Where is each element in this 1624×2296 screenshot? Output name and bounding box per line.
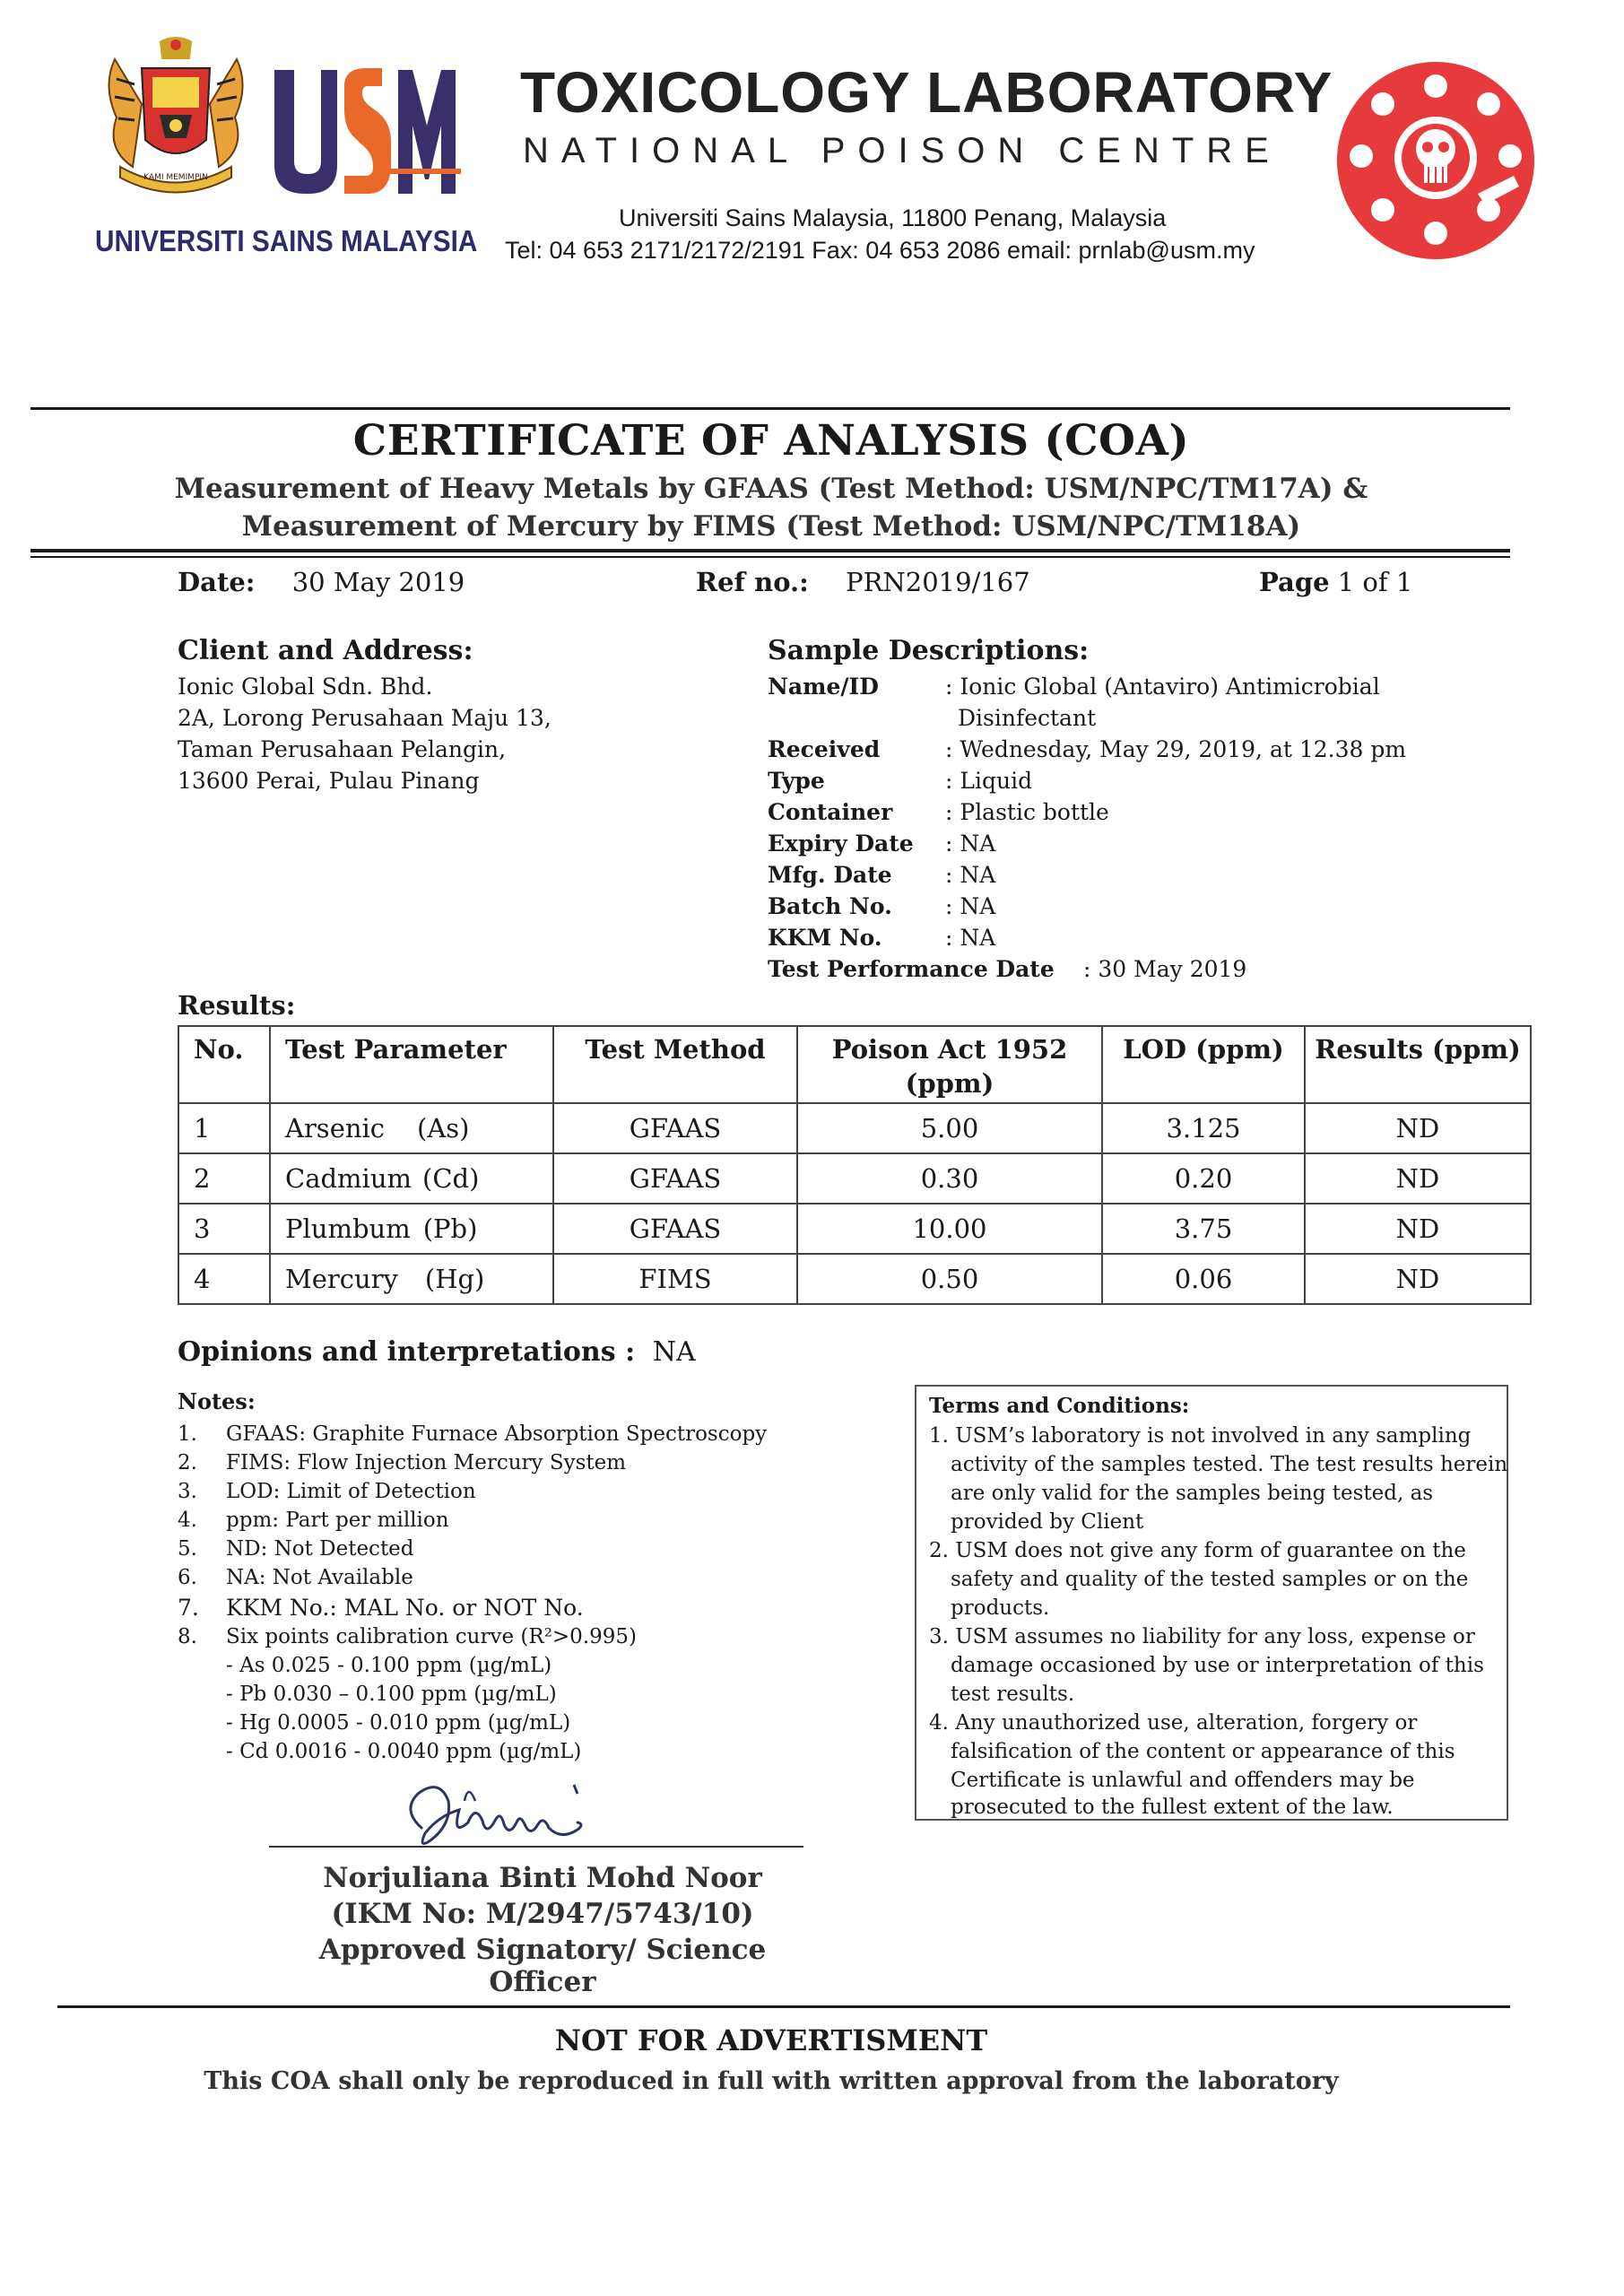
note-number: 1.: [178, 1422, 197, 1446]
sample-field-value: : Ionic Global (Antaviro) Antimicrobial: [945, 674, 1380, 700]
parameter-name: Mercury: [285, 1264, 398, 1294]
terms-heading: Terms and Conditions:: [929, 1394, 1190, 1418]
sample-field-container: [768, 796, 1109, 828]
lab-contact: Tel: 04 653 2171/2172/2191 Fax: 04 653 2086 email: prnlab@usm.my: [505, 237, 1255, 264]
note-item: [178, 1509, 449, 1532]
note-number: 8.: [178, 1625, 197, 1648]
terms-line: products.: [951, 1596, 1050, 1620]
footer-title: NOT FOR ADVERTISMENT: [554, 2023, 988, 2057]
terms-line: provided by Client: [951, 1510, 1144, 1534]
sample-field-value: : Liquid: [945, 768, 1033, 794]
sample-field-kkm: [768, 922, 1055, 953]
signatory-ikm-number: (IKM No: M/2947/5743/10): [331, 1898, 754, 1930]
note-item: [178, 1480, 476, 1503]
ref-label: Ref no.:: [696, 567, 809, 597]
sample-field-value: : NA: [945, 862, 996, 888]
note-text: FIMS: Flow Injection Mercury System: [226, 1451, 627, 1474]
opinions-value: NA: [652, 1336, 696, 1368]
sample-heading: Sample Descriptions:: [768, 635, 1090, 666]
note-number: 7.: [178, 1595, 199, 1621]
terms-box: [915, 1385, 1508, 1821]
note-number: 6.: [178, 1566, 197, 1589]
title-divider-thin: [30, 556, 1510, 558]
cell-result: ND: [1305, 1254, 1531, 1304]
cell-method: GFAAS: [553, 1204, 797, 1254]
terms-line: damage occasioned by use or interpretation of this: [951, 1654, 1484, 1677]
client-address-line: Ionic Global Sdn. Bhd.: [178, 674, 433, 700]
cell-method: GFAAS: [553, 1103, 797, 1153]
usm-wordmark-logo: [269, 63, 461, 196]
title-divider-thick: [30, 549, 1510, 552]
terms-line: Certificate is unlawful and offenders may be: [951, 1769, 1415, 1792]
certificate-subtitle-line2: Measurement of Mercury by FIMS (Test Method: USM/NPC/TM18A): [241, 510, 1301, 543]
col-header-parameter: Test Parameter: [270, 1026, 553, 1103]
cell-parameter: [270, 1103, 553, 1153]
cell-parameter: [270, 1204, 553, 1254]
client-address-line: 13600 Perai, Pulau Pinang: [178, 768, 480, 794]
note-item: [178, 1422, 767, 1446]
usm-crest-logo: [97, 32, 255, 198]
opinions-label: Opinions and interpretations :: [178, 1336, 636, 1368]
table-row: [178, 1103, 1531, 1153]
date-field: [178, 567, 465, 597]
date-value: 30 May 2019: [291, 567, 465, 597]
sample-field-test-date: [768, 953, 1247, 985]
note-text: ppm: Part per million: [226, 1509, 449, 1532]
col-header-lod: LOD (ppm): [1102, 1026, 1305, 1103]
certificate-subtitle-line1: Measurement of Heavy Metals by GFAAS (Test Method: USM/NPC/TM17A) &: [174, 473, 1368, 505]
note-text: GFAAS: Graphite Furnace Absorption Spectroscopy: [226, 1422, 768, 1446]
sample-field-type: [768, 765, 1055, 796]
client-address-line: Taman Perusahaan Pelangin,: [178, 736, 507, 762]
cell-method: GFAAS: [553, 1153, 797, 1204]
cell-method: FIMS: [553, 1254, 797, 1304]
sample-field-value: Disinfectant: [958, 705, 1097, 731]
table-row: [178, 1153, 1531, 1204]
terms-line: 3. USM assumes no liability for any loss, expense or: [929, 1625, 1475, 1648]
cell-lod: 3.75: [1102, 1204, 1305, 1254]
notes-heading: Notes:: [178, 1388, 256, 1414]
cell-no: 4: [178, 1254, 270, 1304]
col-header-poison-act-unit: (ppm): [905, 1068, 994, 1099]
sample-field-label: Batch No.: [768, 893, 892, 919]
note-item: [178, 1537, 414, 1561]
signature-line: [269, 1846, 803, 1848]
sample-field-label: Mfg. Date: [768, 862, 892, 888]
note-item: [178, 1595, 584, 1621]
npc-poison-logo: [1334, 59, 1537, 262]
opinions-field: [178, 1336, 696, 1368]
cell-lod: 0.06: [1102, 1254, 1305, 1304]
parameter-symbol: (As): [417, 1113, 470, 1144]
note-number: 3.: [178, 1480, 197, 1503]
sample-field-value: : NA: [945, 893, 996, 919]
note-item: [178, 1451, 626, 1474]
lab-subtitle: NATIONAL POISON CENTRE: [523, 131, 1281, 170]
col-header-poison-act: [797, 1026, 1102, 1103]
sample-field-value: : 30 May 2019: [1083, 956, 1247, 982]
cell-result: ND: [1305, 1204, 1531, 1254]
note-number: 2.: [178, 1451, 197, 1474]
terms-line: safety and quality of the tested samples or on the: [951, 1568, 1469, 1591]
note-item: [178, 1566, 413, 1589]
cell-no: 2: [178, 1153, 270, 1204]
signatory-name: Norjuliana Binti Mohd Noor: [323, 1862, 762, 1894]
cell-poison-act: 5.00: [797, 1103, 1102, 1153]
calibration-range: - As 0.025 - 0.100 ppm (µg/mL): [226, 1654, 552, 1677]
ref-value: PRN2019/167: [846, 567, 1030, 597]
note-text: KKM No.: MAL No. or NOT No.: [226, 1595, 584, 1621]
ref-field: [696, 567, 1030, 597]
footer-note: This COA shall only be reproduced in full with written approval from the laboratory: [204, 2067, 1339, 2095]
sample-field-label: Expiry Date: [768, 831, 914, 857]
sample-field-label: Container: [768, 799, 893, 825]
sample-field-name-cont: [768, 702, 1097, 734]
parameter-symbol: (Pb): [422, 1213, 478, 1244]
col-header-method: Test Method: [553, 1026, 797, 1103]
calibration-range: - Cd 0.0016 - 0.0040 ppm (µg/mL): [226, 1740, 582, 1763]
sample-field-value: : Wednesday, May 29, 2019, at 12.38 pm: [945, 736, 1407, 762]
col-header-results: Results (ppm): [1305, 1026, 1531, 1103]
cell-result: ND: [1305, 1153, 1531, 1204]
lab-address: Universiti Sains Malaysia, 11800 Penang, Malaysia: [619, 204, 1167, 231]
parameter-name: Arsenic: [285, 1113, 386, 1144]
parameter-symbol: (Hg): [424, 1264, 485, 1294]
terms-line: prosecuted to the fullest extent of the law.: [951, 1796, 1394, 1819]
parameter-name: Cadmium: [285, 1163, 412, 1194]
cell-lod: 3.125: [1102, 1103, 1305, 1153]
parameter-name: Plumbum: [285, 1213, 411, 1244]
note-number: 4.: [178, 1509, 197, 1532]
table-row: [178, 1254, 1531, 1304]
results-heading: Results:: [178, 990, 296, 1021]
note-text: ND: Not Detected: [226, 1537, 414, 1561]
terms-line: activity of the samples tested. The test results herein: [951, 1453, 1508, 1476]
col-header-poison-act-title: Poison Act 1952: [831, 1034, 1068, 1065]
parameter-symbol: (Cd): [422, 1163, 480, 1194]
sample-field-name: [768, 671, 1380, 702]
page-value: 1 of 1: [1337, 567, 1413, 597]
page-field: [1259, 567, 1412, 597]
sample-field-label: Name/ID: [768, 674, 879, 700]
note-item: [178, 1625, 637, 1648]
sample-field-value: : Plastic bottle: [945, 799, 1109, 825]
note-text: NA: Not Available: [226, 1566, 413, 1589]
terms-line: 2. USM does not give any form of guarantee on the: [929, 1539, 1466, 1562]
sample-field-label: Type: [768, 768, 825, 794]
cell-parameter: [270, 1254, 553, 1304]
footer-divider: [57, 2005, 1510, 2008]
sample-field-label: Received: [768, 736, 881, 762]
cell-poison-act: 10.00: [797, 1204, 1102, 1254]
client-address-line: 2A, Lorong Perusahaan Maju 13,: [178, 705, 551, 731]
sample-field-value: : NA: [945, 925, 996, 951]
sample-field-mfg: [768, 859, 1055, 891]
crest-motto-text: KAMI MEMIMPIN: [143, 173, 208, 182]
note-text: Six points calibration curve (R²>0.995): [226, 1625, 638, 1648]
header-divider: [30, 407, 1510, 410]
signatory-role: Approved Signatory/ Science Officer: [318, 1934, 767, 1998]
terms-line: 1. USM’s laboratory is not involved in any sampling: [929, 1424, 1472, 1448]
cell-poison-act: 0.50: [797, 1254, 1102, 1304]
note-number: 5.: [178, 1537, 197, 1561]
sample-field-received: [768, 734, 1407, 765]
date-label: Date:: [178, 567, 256, 597]
sample-field-batch: [768, 891, 1055, 922]
cell-parameter: [270, 1153, 553, 1204]
sample-field-label: KKM No.: [768, 925, 882, 951]
sample-field-expiry: [768, 828, 1055, 859]
university-name: UNIVERSITI SAINS MALAYSIA: [95, 224, 478, 257]
terms-line: 4. Any unauthorized use, alteration, forgery or: [929, 1711, 1418, 1735]
page-label: Page: [1259, 567, 1330, 597]
sample-fields: [768, 671, 1407, 985]
table-header-row: [178, 1026, 1531, 1103]
sample-field-label: Test Performance Date: [768, 956, 1055, 982]
cell-no: 3: [178, 1204, 270, 1254]
calibration-range: - Pb 0.030 – 0.100 ppm (µg/mL): [226, 1683, 557, 1706]
client-heading: Client and Address:: [178, 635, 473, 666]
table-row: [178, 1204, 1531, 1254]
client-address: [178, 671, 551, 796]
sample-field-value: : NA: [945, 831, 996, 857]
terms-line: falsification of the content or appearance of this: [951, 1740, 1455, 1763]
cell-result: ND: [1305, 1103, 1531, 1153]
col-header-no: No.: [178, 1026, 270, 1103]
lab-title: TOXICOLOGY LABORATORY: [520, 60, 1333, 125]
calibration-range: - Hg 0.0005 - 0.010 ppm (µg/mL): [226, 1711, 571, 1735]
cell-poison-act: 0.30: [797, 1153, 1102, 1204]
note-text: LOD: Limit of Detection: [226, 1480, 476, 1503]
cell-no: 1: [178, 1103, 270, 1153]
cell-lod: 0.20: [1102, 1153, 1305, 1204]
certificate-title: CERTIFICATE OF ANALYSIS (COA): [352, 416, 1190, 465]
terms-line: test results.: [951, 1683, 1075, 1706]
terms-line: are only valid for the samples being tested, as: [951, 1482, 1434, 1505]
results-table: [178, 1025, 1532, 1305]
